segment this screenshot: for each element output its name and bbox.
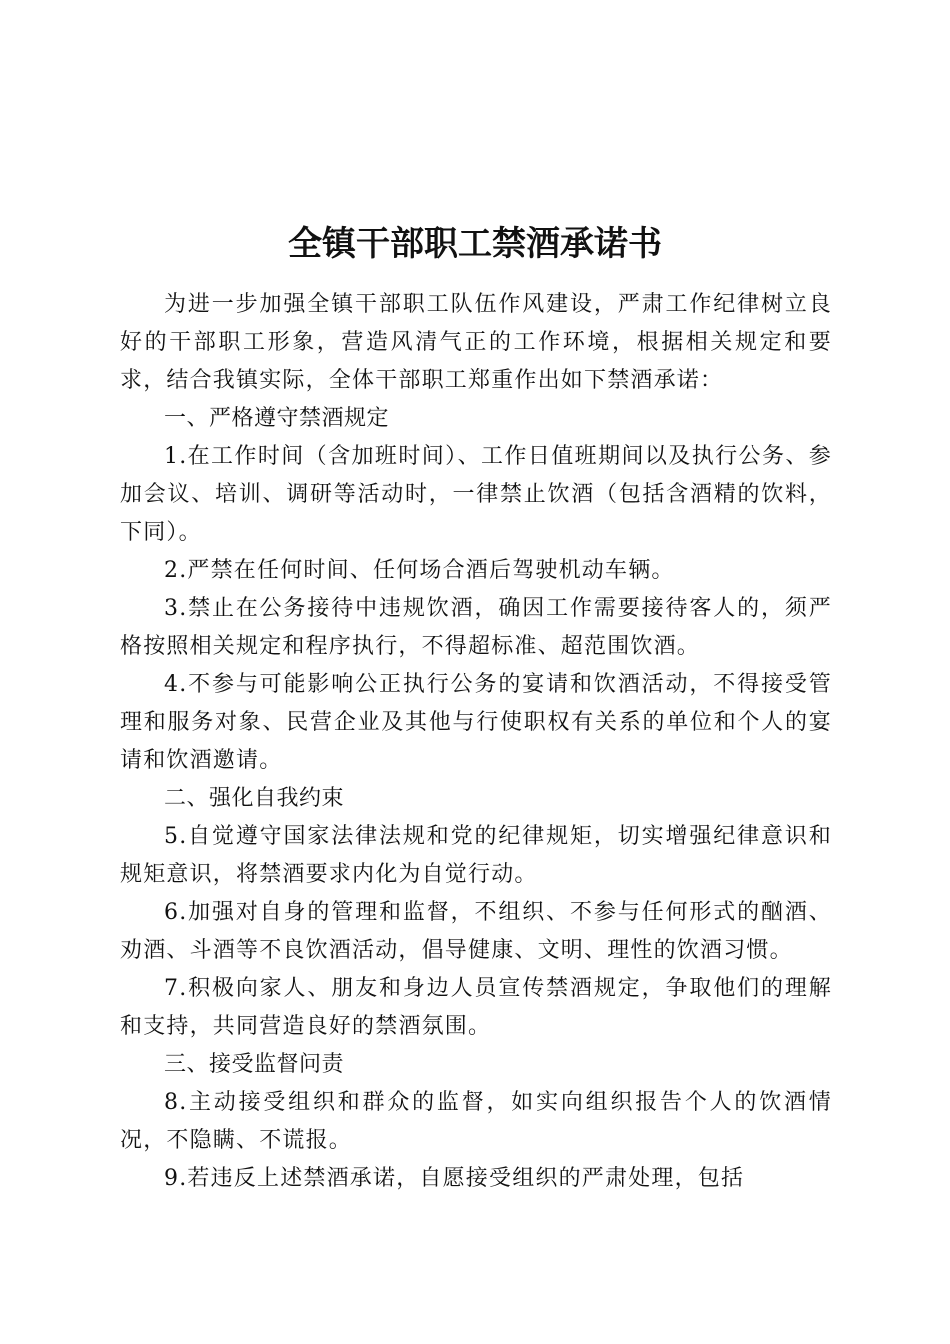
clause-1: 1.在工作时间（含加班时间）、工作日值班期间以及执行公务、参加会议、培训、调研等活动时，一律禁止饮酒（包括含酒精的饮料，下同）。 [120, 444, 832, 545]
clause-5: 5.自觉遵守国家法律法规和党的纪律规矩，切实增强纪律意识和规矩意识，将禁酒要求内化为自觉行动。 [120, 824, 832, 887]
clause-2: 2.严禁在任何时间、任何场合酒后驾驶机动车辆。 [164, 558, 675, 583]
document-body [120, 286, 832, 1198]
clause-8: 8.主动接受组织和群众的监督，如实向组织报告个人的饮酒情况，不隐瞒、不谎报。 [120, 1090, 832, 1153]
clause-7: 7.积极向家人、朋友和身边人员宣传禁酒规定，争取他们的理解和支持，共同营造良好的禁酒氛围。 [120, 976, 832, 1039]
intro-paragraph: 为进一步加强全镇干部职工队伍作风建设，严肃工作纪律树立良好的干部职工形象，营造风清气正的工作环境，根据相关规定和要求，结合我镇实际，全体干部职工郑重作出如下禁酒承诺： [120, 292, 832, 393]
clause-4: 4.不参与可能影响公正执行公务的宴请和饮酒活动，不得接受管理和服务对象、民营企业及其他与行使职权有关系的单位和个人的宴请和饮酒邀请。 [120, 672, 832, 773]
clause-6: 6.加强对自身的管理和监督，不组织、不参与任何形式的酗酒、劝酒、斗酒等不良饮酒活动，倡导健康、文明、理性的饮酒习惯。 [120, 900, 832, 963]
clause-9: 9.若违反上述禁酒承诺，自愿接受组织的严肃处理，包括 [164, 1166, 745, 1191]
clause-3: 3.禁止在公务接待中违规饮酒，确因工作需要接待客人的，须严格按照相关规定和程序执行，不得超标准、超范围饮酒。 [120, 596, 832, 659]
section-heading-2: 二、强化自我约束 [164, 786, 345, 811]
section-heading-3: 三、接受监督问责 [164, 1052, 345, 1077]
section-heading-1: 一、严格遵守禁酒规定 [164, 406, 390, 431]
document-title: 全镇干部职工禁酒承诺书 [288, 223, 662, 264]
